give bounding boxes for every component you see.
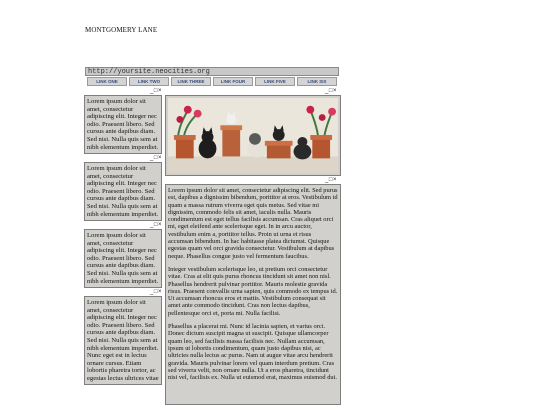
sidebar-text: Lorem ipsum dolor sit amet, consectetur adipiscing elit. Integer nec odio. Praesent libero. Sed cursus ante dapibus diam. Sed nisi. Nulla quis sem at nibh elementum imperdiet. (87, 232, 159, 285)
close-icon[interactable]: × (157, 289, 162, 295)
minimize-icon[interactable]: _ (325, 177, 329, 183)
nav-link-three[interactable]: LINK THREE (171, 77, 211, 86)
sidebar-box-3 (84, 229, 162, 288)
nav-link-two[interactable]: LINK TWO (129, 77, 169, 86)
main-paragraph: Integer vestibulum scelerisque leo, ut pretium orci consectetur vitae. Cras at elit quis purus rhoncus tincidunt sit amet non nisl. Phasellus hendrerit pulvinar porttitor. Mauris molestie gravida risus. Praesent convallis urna sapien, quis commodo ex tempus id. Ut accumsan rhoncus eros et mattis. Vestibulum consequat sit amet ante commodo tincidunt. Cras non lectus dapibus, pellentesque orci et, porta mi. Nulla facilisi. (168, 265, 338, 317)
restore-icon[interactable]: □ (328, 177, 333, 183)
minimize-icon[interactable]: _ (325, 88, 329, 94)
restore-icon[interactable]: □ (153, 88, 158, 94)
nav-link-one[interactable]: LINK ONE (87, 77, 127, 86)
window-controls (325, 177, 538, 183)
main-text (166, 185, 340, 381)
nav-link-six[interactable]: LINK SIX (297, 77, 337, 86)
main-paragraph: Lorem ipsum dolor sit amet, consectetur adipiscing elit. Sed purus est, dapibus a dignissim bibendum, porttitor at eros. Vestibulum id quam a massa rutrum viverra eget quis metus. Sed vitae mi dignissim, commodo felis sit amet, iaculis nulla. Mauris condimentum est eget tellus facilisis accumsan. Cras aliquet orci mi, eget eleifend ante scelerisque eget. In in arcu auctor, vestibulum enim a, porttitor tellus. Proin ut urna et risus accumsan bibendum. In hac habitasse platea dictumst. Quisque egestas quam vel orci gravida consectetur. Vestibulum at dapibus neque. Phasellus congue justo vel fermentum faucibus. (168, 187, 338, 260)
main-paragraph: Phasellus a placerat mi. Nunc id lacinia sapien, et varius orci. Donec dictum suscipit magna ut suscipit. Quisque ullamcorper quam leo, sed facilisis massa facilisis nec. Nullam accumsan, ipsum ut lobortis condimentum, quam justo dapibus nisi, ac ultricies nulla lectus ac purus. Nam ut augue vitae arcu hendrerit gravida. Mauris pulvinar lorem vel quam interdum pretium. Cras sed viverra velit, non ornare nulla. Ut a eros pharetra, tincidunt nisi vel, facilisis ex. Nulla ut euismod erat, maximus euismod dui. (168, 323, 337, 382)
cats-flowerpots-illustration (168, 98, 338, 173)
close-icon[interactable]: × (332, 88, 337, 94)
nav-bar (85, 77, 339, 87)
cats-flowerpots-graphic (168, 98, 338, 173)
image-window (165, 95, 341, 176)
minimize-icon[interactable]: _ (150, 222, 154, 228)
sidebar-box-4 (84, 296, 162, 385)
sidebar-box-2 (84, 162, 162, 221)
close-icon[interactable]: × (157, 222, 162, 228)
nav-link-five[interactable]: LINK FIVE (255, 77, 295, 86)
window-controls (150, 289, 538, 295)
close-icon[interactable]: × (332, 177, 337, 183)
minimize-icon[interactable]: _ (150, 289, 154, 295)
nav-link-four[interactable]: LINK FOUR (213, 77, 253, 86)
close-icon[interactable]: × (157, 155, 162, 161)
sidebar-text: Lorem ipsum dolor sit amet, consectetur adipiscing elit. Integer nec odio. Praesent libero. Sed cursus ante dapibus diam. Sed nisi. Nulla quis sem at nibh elementum imperdiet. (87, 98, 159, 151)
window-controls (150, 155, 538, 161)
url-bar[interactable]: http://yoursite.neocities.org (85, 67, 339, 76)
minimize-icon[interactable]: _ (150, 88, 154, 94)
sidebar-box-1 (84, 95, 162, 154)
restore-icon[interactable]: □ (153, 289, 158, 295)
window-controls (150, 222, 538, 228)
sidebar-text: Lorem ipsum dolor sit amet, consectetur adipiscing elit. Integer nec odio. Praesent libero. Sed cursus ante dapibus diam. Sed nisi. Nulla quis sem at nibh elementum imperdiet. (87, 165, 159, 218)
site-title: MONTGOMERY LANE (85, 26, 158, 34)
window-controls (325, 88, 538, 94)
sidebar-text: Lorem ipsum dolor sit amet, consectetur adipiscing elit. Integer nec odio. Praesent libero. Sed cursus ante dapibus diam. Sed nisi. Nulla quis sem at nibh elementum imperdiet. Nunc eget est in lectus ornare cursus. Etiam lobortis pharetra tortor, ac egestas lectus ultrices vitae (87, 299, 159, 382)
close-icon[interactable]: × (157, 88, 162, 94)
minimize-icon[interactable]: _ (150, 155, 154, 161)
restore-icon[interactable]: □ (328, 88, 333, 94)
restore-icon[interactable]: □ (153, 155, 158, 161)
restore-icon[interactable]: □ (153, 222, 158, 228)
